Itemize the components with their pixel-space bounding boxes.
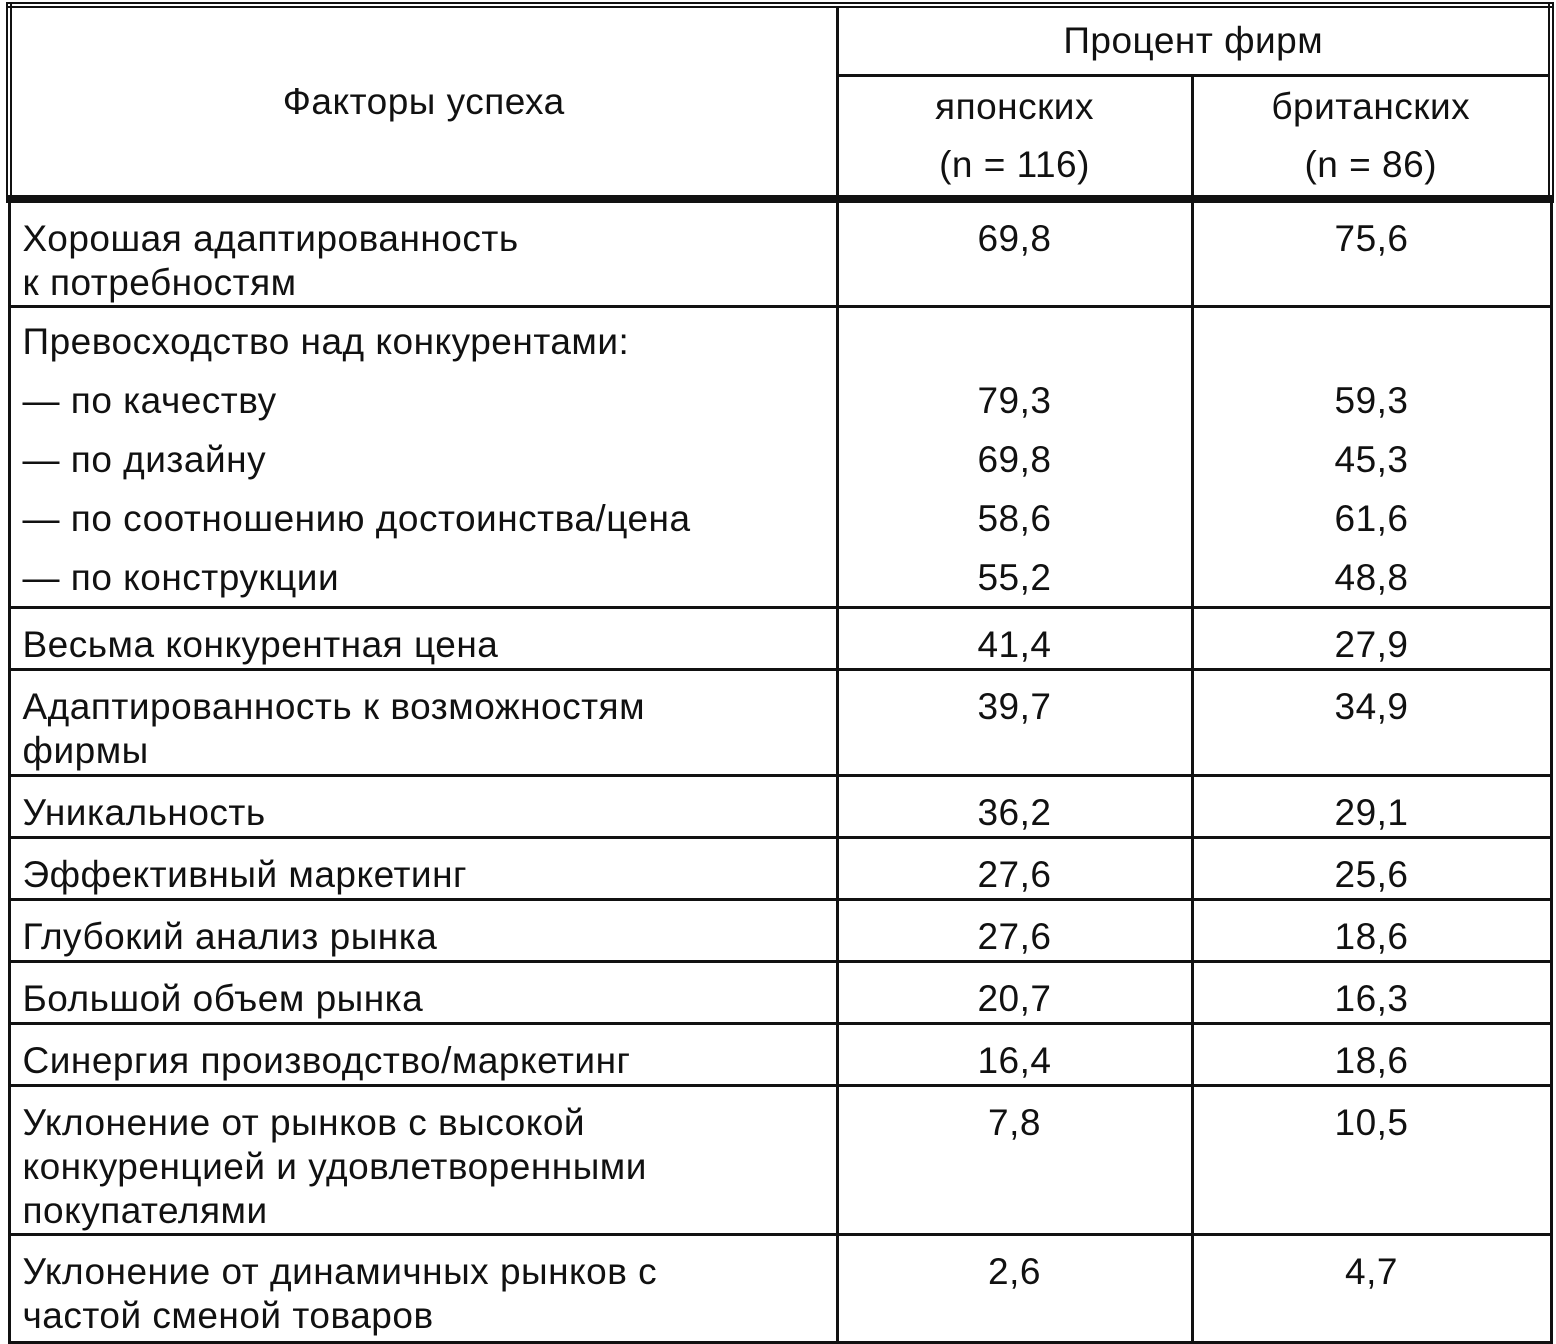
table-row — [9, 838, 1551, 900]
british-value-cell — [1192, 1024, 1551, 1086]
british-value: 10,5 — [1334, 1102, 1409, 1143]
japanese-column-header — [837, 76, 1192, 200]
subfactor-label: — по конструкции — [22, 557, 340, 598]
british-column-header — [1192, 76, 1551, 200]
factor-label-line: к потребностям — [22, 262, 297, 303]
group-title: Превосходство над конкурентами: — [22, 321, 630, 362]
success-factors-table-frame — [6, 2, 1548, 1336]
british-value-cell — [1192, 838, 1551, 900]
british-value: 29,1 — [1334, 792, 1409, 833]
british-value: 48,8 — [1334, 557, 1409, 598]
japanese-sample-size: (n = 116) — [939, 144, 1090, 185]
factor-label-line: фирмы — [22, 730, 149, 771]
japanese-value-cell — [837, 608, 1192, 670]
japanese-value-cell — [837, 1086, 1192, 1235]
table-row — [9, 962, 1551, 1024]
table-row — [9, 608, 1551, 670]
success-factors-table — [6, 2, 1554, 1344]
table-row — [9, 1235, 1551, 1343]
table-header — [9, 5, 1551, 199]
japanese-value-cell — [837, 199, 1192, 307]
factor-cell — [9, 838, 837, 900]
factor-cell — [9, 776, 837, 838]
factor-cell — [9, 307, 837, 608]
british-value-cell — [1192, 307, 1551, 608]
subfactor-label: — по качеству — [22, 380, 277, 421]
table-body — [9, 199, 1551, 1343]
japanese-value: 58,6 — [977, 498, 1052, 539]
british-value: 59,3 — [1334, 380, 1409, 421]
japanese-column-title: японских — [935, 86, 1094, 127]
factor-label-line: Весьма конкурентная цена — [22, 624, 499, 665]
subfactor-label: — по соотношению достоинства/цена — [22, 498, 691, 539]
factor-label-line: Эффективный маркетинг — [22, 854, 467, 895]
japanese-value: 16,4 — [977, 1040, 1052, 1081]
spacer — [1194, 320, 1550, 379]
japanese-value: 55,2 — [977, 557, 1052, 598]
british-value: 75,6 — [1334, 218, 1409, 259]
table-row — [9, 670, 1551, 776]
japanese-value-cell — [837, 838, 1192, 900]
japanese-value-cell — [837, 670, 1192, 776]
british-column-title: британских — [1271, 86, 1471, 127]
japanese-value: 7,8 — [988, 1102, 1041, 1143]
factor-label-line: частой сменой товаров — [22, 1295, 434, 1336]
spacer — [839, 320, 1191, 379]
japanese-value: 36,2 — [977, 792, 1052, 833]
japanese-value-cell — [837, 1024, 1192, 1086]
japanese-value: 69,8 — [977, 218, 1052, 259]
british-value-cell — [1192, 962, 1551, 1024]
table-row — [9, 1024, 1551, 1086]
factor-cell — [9, 1235, 837, 1343]
factor-label-line: Уклонение от рынков с высокой — [22, 1102, 586, 1143]
factor-label-line: Синергия производство/маркетинг — [22, 1040, 631, 1081]
factor-label-line: Адаптированность к возможностям — [22, 686, 646, 727]
factor-column-header: Факторы успеха — [9, 5, 837, 199]
british-value: 25,6 — [1334, 854, 1409, 895]
british-value-cell — [1192, 900, 1551, 962]
japanese-value-cell — [837, 962, 1192, 1024]
british-value: 18,6 — [1334, 1040, 1409, 1081]
japanese-value: 27,6 — [977, 854, 1052, 895]
factor-label-line: Уклонение от динамичных рынков с — [22, 1251, 658, 1292]
british-value: 61,6 — [1334, 498, 1409, 539]
japanese-value: 69,8 — [977, 439, 1052, 480]
factor-cell — [9, 1086, 837, 1235]
japanese-value: 27,6 — [977, 916, 1052, 957]
factor-cell — [9, 962, 837, 1024]
british-value-cell — [1192, 199, 1551, 307]
japanese-value-cell — [837, 307, 1192, 608]
japanese-value-cell — [837, 900, 1192, 962]
factor-cell — [9, 670, 837, 776]
british-value: 27,9 — [1334, 624, 1409, 665]
table-row — [9, 1086, 1551, 1235]
table-row — [9, 307, 1551, 608]
japanese-value: 39,7 — [977, 686, 1052, 727]
table-row — [9, 776, 1551, 838]
british-value-cell — [1192, 1235, 1551, 1343]
japanese-value: 79,3 — [977, 380, 1052, 421]
japanese-value-cell — [837, 1235, 1192, 1343]
british-value: 4,7 — [1345, 1251, 1398, 1292]
factor-cell — [9, 1024, 837, 1086]
factor-label-line: конкуренцией и удовлетворенными — [22, 1146, 647, 1187]
factor-label-line: Глубокий анализ рынка — [22, 916, 438, 957]
british-value: 45,3 — [1334, 439, 1409, 480]
factor-cell — [9, 199, 837, 307]
british-value: 34,9 — [1334, 686, 1409, 727]
british-value: 18,6 — [1334, 916, 1409, 957]
british-value-cell — [1192, 776, 1551, 838]
japanese-value: 41,4 — [977, 624, 1052, 665]
factor-label-line: покупателями — [22, 1190, 268, 1231]
british-value-cell — [1192, 608, 1551, 670]
factor-label-line: Уникальность — [22, 792, 266, 833]
japanese-value: 20,7 — [977, 978, 1052, 1019]
japanese-value: 2,6 — [988, 1251, 1041, 1292]
factor-cell — [9, 900, 837, 962]
factor-label-line: Большой объем рынка — [22, 978, 424, 1019]
firms-percent-header: Процент фирм — [837, 5, 1551, 76]
british-value-cell — [1192, 670, 1551, 776]
factor-cell — [9, 608, 837, 670]
japanese-value-cell — [837, 776, 1192, 838]
subfactor-label: — по дизайну — [22, 439, 267, 480]
table-row — [9, 199, 1551, 307]
factor-label-line: Хорошая адаптированность — [22, 218, 519, 259]
table-row — [9, 900, 1551, 962]
british-value-cell — [1192, 1086, 1551, 1235]
british-sample-size: (n = 86) — [1304, 144, 1438, 185]
british-value: 16,3 — [1334, 978, 1409, 1019]
